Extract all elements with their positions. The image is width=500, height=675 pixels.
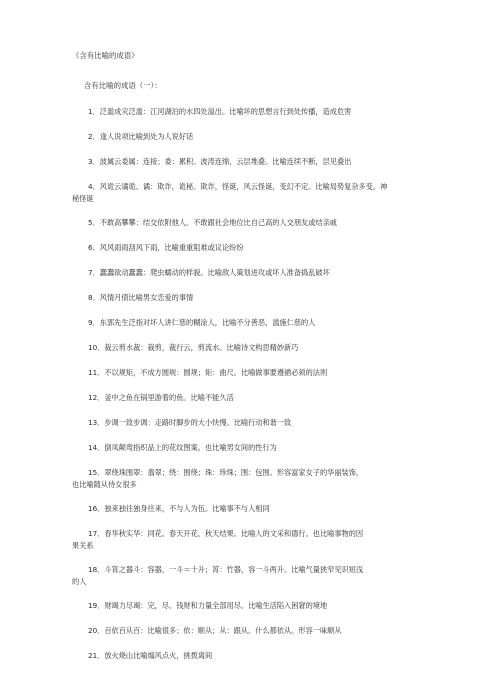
idiom-entry xyxy=(72,564,442,588)
idiom-text: 翠绕珠围翠：翡翠；绕：围绕；珠：珍珠；围：包围。形容富家女子的华丽装饰， xyxy=(104,468,364,477)
idiom-text: 蠢蠢欲动蠢蠢：爬虫蠕动的样貌。比喻敌人策划进攻或坏人准备捣乱破坏 xyxy=(99,268,330,277)
idiom-number: 21． xyxy=(88,651,105,660)
idiom-text: 风风雨雨刮风下雨，比喻重重阻难或议论纷纷 xyxy=(99,243,244,252)
idiom-entry xyxy=(72,417,442,429)
idiom-text: 裁云剪水裁：裁剪，裁行云，剪流水。比喻诗文构思精妙新巧 xyxy=(104,343,299,352)
idiom-number: 14． xyxy=(88,443,105,452)
idiom-number: 20． xyxy=(88,626,105,635)
idiom-text: 斗筲之器斗：容器，一斗＝十升；筲：竹器，容一斗两升。比喻气量狭窄见识短浅 xyxy=(104,565,364,574)
idiom-entry xyxy=(72,650,442,662)
idiom-number: 5． xyxy=(88,218,100,227)
idiom-entry xyxy=(72,503,442,515)
idiom-number: 8． xyxy=(88,293,100,302)
idiom-text: 釜中之鱼在锅里游着的鱼。比喻不能久活 xyxy=(104,393,234,402)
idiom-text: 春华秋实华：同花。春天开花，秋天结果。比喻人的文采和德行。也比喻事物的因 xyxy=(104,529,364,538)
idiom-entry xyxy=(72,317,442,329)
idiom-number: 15． xyxy=(88,468,105,477)
idiom-number: 13． xyxy=(88,418,105,427)
idiom-text-continued: 的人 xyxy=(72,577,87,586)
document-title: 《含有比喻的成语》 xyxy=(72,51,139,60)
idiom-entry xyxy=(72,392,442,404)
idiom-text: 独来独往独身往来，不与人为伍。比喻事不与人相同 xyxy=(104,504,270,513)
idiom-text-continued: 果关系 xyxy=(72,541,94,550)
idiom-text-continued: 也比喻随从侍女很多 xyxy=(72,480,137,489)
idiom-text: 泛滥成灾泛滥：江河湖泊的水四处溢出。比喻坏的思想言行到处传播，造成危害 xyxy=(99,107,352,116)
idiom-text: 倒凤颠鸾指织品上的花纹图案。也比喻男女间的性行为 xyxy=(104,443,277,452)
idiom-number: 1． xyxy=(88,107,100,116)
idiom-number: 3． xyxy=(88,157,100,166)
idiom-text: 财竭力尽竭：完，尽。钱财和力量全部用尽。比喻生活陷入困窘的境地 xyxy=(104,601,328,610)
idiom-text: 风情月债比喻男女恋爱的事情 xyxy=(99,293,194,302)
idiom-text: 不以规矩，不成方圆规：圆规；矩：曲尺。比喻做事要遵循必须的法则 xyxy=(104,368,328,377)
idiom-number: 7． xyxy=(88,268,100,277)
idiom-entry xyxy=(72,600,442,612)
idiom-entry xyxy=(72,267,442,279)
idiom-entry xyxy=(72,367,442,379)
idiom-number: 17． xyxy=(88,529,105,538)
idiom-text: 东郭先生泛指对坏人讲仁慈的糊涂人，比喻不分善恶，滥施仁慈的人 xyxy=(99,318,316,327)
idiom-text: 风诡云谲诡、谲：欺诈，诡秘。欺诈，怪诞，风云怪诞，变幻不定。比喻局势复杂多变，神 xyxy=(99,182,388,191)
idiom-number: 18． xyxy=(88,565,105,574)
idiom-text: 不敢高攀攀：结交依附他人。不敢跟社会地位比自己高的人交朋友或结亲戚 xyxy=(99,218,337,227)
section-title: 含有比喻的成语（一）： xyxy=(84,81,162,90)
idiom-number: 19． xyxy=(88,601,105,610)
idiom-entry xyxy=(72,292,442,304)
idiom-entry xyxy=(72,342,442,354)
idiom-entry xyxy=(72,181,442,205)
idiom-entry xyxy=(72,131,442,143)
idiom-entry xyxy=(72,442,442,454)
idiom-list xyxy=(72,106,442,662)
idiom-entry xyxy=(72,242,442,254)
idiom-text: 放火烧山比喻煽风点火，挑拨离间 xyxy=(104,651,213,660)
idiom-entry xyxy=(72,625,442,637)
idiom-number: 6． xyxy=(88,243,100,252)
idiom-number: 16． xyxy=(88,504,105,513)
idiom-number: 9． xyxy=(88,318,100,327)
idiom-number: 2． xyxy=(88,132,100,141)
idiom-entry xyxy=(72,528,442,552)
idiom-entry xyxy=(72,217,442,229)
idiom-text-continued: 秘怪诞 xyxy=(72,194,94,203)
idiom-number: 4． xyxy=(88,182,100,191)
idiom-number: 12． xyxy=(88,393,105,402)
idiom-entry xyxy=(72,106,442,118)
idiom-text: 步调一致步调：走路时脚步的大小快慢。比喻行动和谐一致 xyxy=(104,418,292,427)
idiom-number: 11． xyxy=(88,368,105,377)
idiom-entry xyxy=(72,156,442,168)
idiom-entry xyxy=(72,467,442,491)
idiom-number: 10． xyxy=(88,343,105,352)
idiom-text: 百依百从百：比喻很多；依：顺从；从：跟从。什么都依从。形容一味顺从 xyxy=(104,626,342,635)
document-page xyxy=(72,50,442,675)
idiom-text: 波属云委属：连接；委：累积。波涛连绵，云层堆叠。比喻连续不断，层见叠出 xyxy=(99,157,352,166)
idiom-text: 逢人说项比喻到处为人说好话 xyxy=(99,132,194,141)
